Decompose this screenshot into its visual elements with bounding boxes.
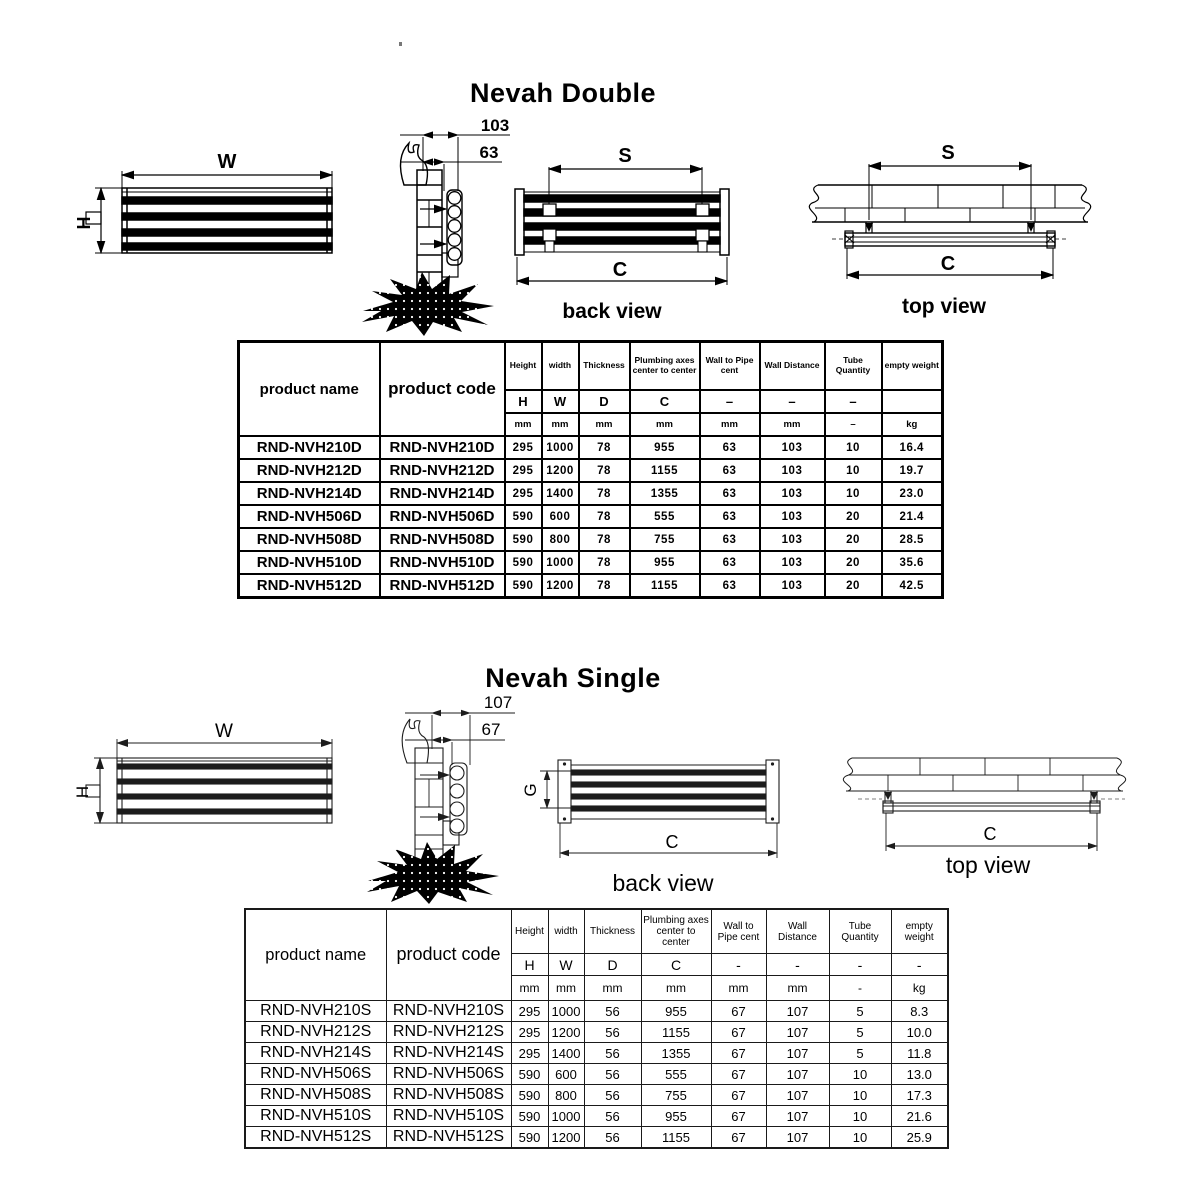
value-cell: 63 [700,459,760,482]
value-cell: 1000 [542,551,579,574]
value-cell: 21.4 [882,505,943,528]
product-cell: RND-NVH214D [239,482,380,505]
value-cell: 63 [700,505,760,528]
product-cell: RND-NVH214S [386,1043,511,1064]
double-table-body [239,436,943,598]
value-cell: 590 [511,1064,548,1085]
stray-mark [399,42,402,46]
value-cell: 56 [584,1127,641,1149]
symbol-cell [882,390,943,413]
single-header-thickness: Thickness [584,909,641,954]
value-cell: 78 [579,551,630,574]
double-header-tube-quantity: Tube Quantity [825,342,882,391]
symbol-cell: – [825,390,882,413]
value-cell: 23.0 [882,482,943,505]
symbol-cell: W [542,390,579,413]
value-cell: 103 [760,436,825,459]
value-cell: 800 [548,1085,584,1106]
single-header-tube-quantity: Tube Quantity [829,909,891,954]
symbol-cell: W [548,954,584,976]
single-header-empty-weight: empty weight [891,909,948,954]
value-cell: 107 [766,1022,829,1043]
product-cell: RND-NVH512D [239,574,380,598]
value-cell: 1400 [548,1043,584,1064]
single-wall-splat [367,842,499,904]
single-top-view-caption: top view [945,852,1031,878]
double-back-s-label: S [618,145,632,167]
double-header-thickness: Thickness [579,342,630,391]
unit-cell: mm [505,413,542,436]
value-cell: 67 [711,1106,766,1127]
table-row [239,436,943,459]
unit-cell: mm [760,413,825,436]
product-cell: RND-NVH210D [239,436,380,459]
value-cell: 800 [542,528,579,551]
product-cell: RND-NVH212D [239,459,380,482]
value-cell: 78 [579,436,630,459]
unit-cell: mm [542,413,579,436]
unit-cell: mm [511,976,548,1001]
single-header-wall-to-pipe: Wall to Pipe cent [711,909,766,954]
symbol-cell: - [891,954,948,976]
single-header-width: width [548,909,584,954]
value-cell: 10.0 [891,1022,948,1043]
single-header-product-name: product name [245,909,386,1001]
value-cell: 103 [760,482,825,505]
value-cell: 1000 [548,1001,584,1022]
value-cell: 78 [579,574,630,598]
unit-cell: mm [584,976,641,1001]
value-cell: 67 [711,1064,766,1085]
value-cell: 555 [630,505,700,528]
table-row [245,1022,948,1043]
value-cell: 5 [829,1001,891,1022]
double-header-width: width [542,342,579,391]
value-cell: 17.3 [891,1085,948,1106]
value-cell: 555 [641,1064,711,1085]
value-cell: 590 [505,505,542,528]
value-cell: 56 [584,1064,641,1085]
product-cell: RND-NVH512S [245,1127,386,1149]
value-cell: 590 [511,1127,548,1149]
value-cell: 1200 [548,1022,584,1043]
product-cell: RND-NVH512D [380,574,505,598]
symbol-cell: - [829,954,891,976]
table-row [239,505,943,528]
value-cell: 107 [766,1043,829,1064]
value-cell: 1155 [630,574,700,598]
value-cell: 295 [505,436,542,459]
value-cell: 10 [829,1127,891,1149]
value-cell: 600 [542,505,579,528]
value-cell: 755 [630,528,700,551]
value-cell: 20 [825,551,882,574]
product-cell: RND-NVH212S [245,1022,386,1043]
symbol-cell: – [700,390,760,413]
value-cell: 107 [766,1106,829,1127]
value-cell: 590 [511,1106,548,1127]
value-cell: 20 [825,574,882,598]
value-cell: 10 [829,1085,891,1106]
double-technical-drawing [0,105,1200,340]
symbol-cell: - [711,954,766,976]
value-cell: 1000 [542,436,579,459]
product-cell: RND-NVH510D [380,551,505,574]
value-cell: 590 [505,574,542,598]
value-cell: 63 [700,551,760,574]
table-row [239,574,943,598]
table-row [245,1085,948,1106]
product-cell: RND-NVH506S [386,1064,511,1085]
value-cell: 103 [760,505,825,528]
value-cell: 1355 [630,482,700,505]
product-cell: RND-NVH512S [386,1127,511,1149]
value-cell: 1400 [542,482,579,505]
unit-cell: mm [766,976,829,1001]
value-cell: 56 [584,1043,641,1064]
value-cell: 295 [505,459,542,482]
value-cell: 1000 [548,1106,584,1127]
value-cell: 1355 [641,1043,711,1064]
single-table-body [245,1001,948,1149]
single-header-plumbing: Plumbing axes center to center [641,909,711,954]
value-cell: 107 [766,1064,829,1085]
unit-cell: kg [891,976,948,1001]
value-cell: 103 [760,574,825,598]
symbol-cell: H [505,390,542,413]
single-back-c-label: C [665,832,679,852]
double-top-view-caption: top view [901,295,987,318]
value-cell: 590 [505,528,542,551]
value-cell: 11.8 [891,1043,948,1064]
product-cell: RND-NVH506D [239,505,380,528]
symbol-cell: D [579,390,630,413]
unit-cell: mm [641,976,711,1001]
value-cell: 67 [711,1127,766,1149]
table-row [239,459,943,482]
double-back-c-label: C [612,259,628,281]
table-row [245,1043,948,1064]
single-section-title: Nevah Single [485,663,661,694]
single-side-view [367,713,515,904]
value-cell: 590 [505,551,542,574]
unit-cell: – [825,413,882,436]
product-cell: RND-NVH510S [386,1106,511,1127]
value-cell: 67 [711,1085,766,1106]
double-front-h-label: H [74,216,94,230]
value-cell: 955 [630,436,700,459]
table-row [245,1064,948,1085]
value-cell: 107 [766,1001,829,1022]
single-header-product-code: product code [386,909,511,1001]
value-cell: 78 [579,505,630,528]
value-cell: 67 [711,1001,766,1022]
unit-cell: mm [579,413,630,436]
value-cell: 1155 [630,459,700,482]
product-cell: RND-NVH214D [380,482,505,505]
value-cell: 56 [584,1085,641,1106]
value-cell: 63 [700,574,760,598]
value-cell: 295 [505,482,542,505]
value-cell: 1155 [641,1127,711,1149]
value-cell: 78 [579,482,630,505]
double-section-title: Nevah Double [469,78,657,109]
double-header-product-name: product name [239,342,380,437]
value-cell: 5 [829,1022,891,1043]
product-cell: RND-NVH508S [245,1085,386,1106]
double-front-view [86,171,332,253]
value-cell: 10 [825,482,882,505]
value-cell: 16.4 [882,436,943,459]
table-row [239,482,943,505]
table-row [245,1106,948,1127]
value-cell: 1200 [542,459,579,482]
single-top-c-label: C [983,824,997,844]
value-cell: 25.9 [891,1127,948,1149]
unit-cell: mm [630,413,700,436]
unit-cell: kg [882,413,943,436]
value-cell: 10 [829,1064,891,1085]
value-cell: 56 [584,1001,641,1022]
product-cell: RND-NVH510S [245,1106,386,1127]
symbol-cell: - [766,954,829,976]
value-cell: 21.6 [891,1106,948,1127]
value-cell: 590 [511,1085,548,1106]
value-cell: 78 [579,528,630,551]
table-row [245,1001,948,1022]
product-cell: RND-NVH510D [239,551,380,574]
symbol-cell: C [641,954,711,976]
symbol-cell: D [584,954,641,976]
value-cell: 1200 [548,1127,584,1149]
double-back-view-caption: back view [562,300,662,323]
value-cell: 295 [511,1043,548,1064]
product-cell: RND-NVH212D [380,459,505,482]
product-cell: RND-NVH210S [386,1001,511,1022]
value-cell: 10 [825,459,882,482]
value-cell: 5 [829,1043,891,1064]
unit-cell: - [829,976,891,1001]
double-header-product-code: product code [380,342,505,437]
single-back-g-label: G [521,783,540,797]
unit-cell: mm [711,976,766,1001]
double-side-dim-top: 103 [480,116,510,135]
double-header-wall-distance: Wall Distance [760,342,825,391]
unit-cell: mm [700,413,760,436]
single-side-dim-top: 107 [483,693,513,712]
value-cell: 63 [700,482,760,505]
single-back-view-caption: back view [612,870,714,896]
value-cell: 755 [641,1085,711,1106]
double-header-wall-to-pipe: Wall to Pipe cent [700,342,760,391]
single-front-view [86,739,332,823]
product-cell: RND-NVH508D [380,528,505,551]
double-spec-table [237,340,944,599]
unit-cell: mm [548,976,584,1001]
value-cell: 20 [825,505,882,528]
value-cell: 955 [630,551,700,574]
value-cell: 78 [579,459,630,482]
product-cell: RND-NVH506S [245,1064,386,1085]
value-cell: 67 [711,1022,766,1043]
value-cell: 10 [829,1106,891,1127]
double-front-w-label: W [217,151,237,173]
value-cell: 20 [825,528,882,551]
table-row [245,1127,948,1149]
single-header-wall-distance: Wall Distance [766,909,829,954]
value-cell: 42.5 [882,574,943,598]
value-cell: 955 [641,1106,711,1127]
single-spec-table [244,908,949,1149]
double-header-empty-weight: empty weight [882,342,943,391]
value-cell: 63 [700,436,760,459]
single-header-height: Height [511,909,548,954]
single-front-w-label: W [215,721,233,742]
double-wall-splat [362,272,494,336]
single-technical-drawing [0,693,1200,908]
symbol-cell: – [760,390,825,413]
value-cell: 295 [511,1001,548,1022]
table-row [239,551,943,574]
double-header-height: Height [505,342,542,391]
value-cell: 13.0 [891,1064,948,1085]
product-cell: RND-NVH508S [386,1085,511,1106]
value-cell: 103 [760,459,825,482]
product-cell: RND-NVH214S [245,1043,386,1064]
product-cell: RND-NVH212S [386,1022,511,1043]
double-header-plumbing: Plumbing axes center to center [630,342,700,391]
symbol-cell: C [630,390,700,413]
value-cell: 63 [700,528,760,551]
value-cell: 600 [548,1064,584,1085]
single-side-dim-bottom: 67 [481,720,501,739]
single-front-h-label: H [73,785,92,799]
value-cell: 56 [584,1022,641,1043]
symbol-cell: H [511,954,548,976]
table-row [239,528,943,551]
value-cell: 67 [711,1043,766,1064]
value-cell: 103 [760,528,825,551]
value-cell: 107 [766,1085,829,1106]
value-cell: 19.7 [882,459,943,482]
value-cell: 107 [766,1127,829,1149]
value-cell: 1155 [641,1022,711,1043]
double-side-view [362,135,510,336]
value-cell: 295 [511,1022,548,1043]
value-cell: 8.3 [891,1001,948,1022]
value-cell: 1200 [542,574,579,598]
product-cell: RND-NVH210D [380,436,505,459]
single-back-view [540,760,779,858]
product-cell: RND-NVH210S [245,1001,386,1022]
value-cell: 103 [760,551,825,574]
product-cell: RND-NVH508D [239,528,380,551]
double-top-c-label: C [940,253,956,275]
value-cell: 56 [584,1106,641,1127]
double-side-dim-bottom: 63 [479,143,499,162]
value-cell: 35.6 [882,551,943,574]
value-cell: 955 [641,1001,711,1022]
value-cell: 10 [825,436,882,459]
product-cell: RND-NVH506D [380,505,505,528]
value-cell: 28.5 [882,528,943,551]
double-top-s-label: S [941,142,955,164]
